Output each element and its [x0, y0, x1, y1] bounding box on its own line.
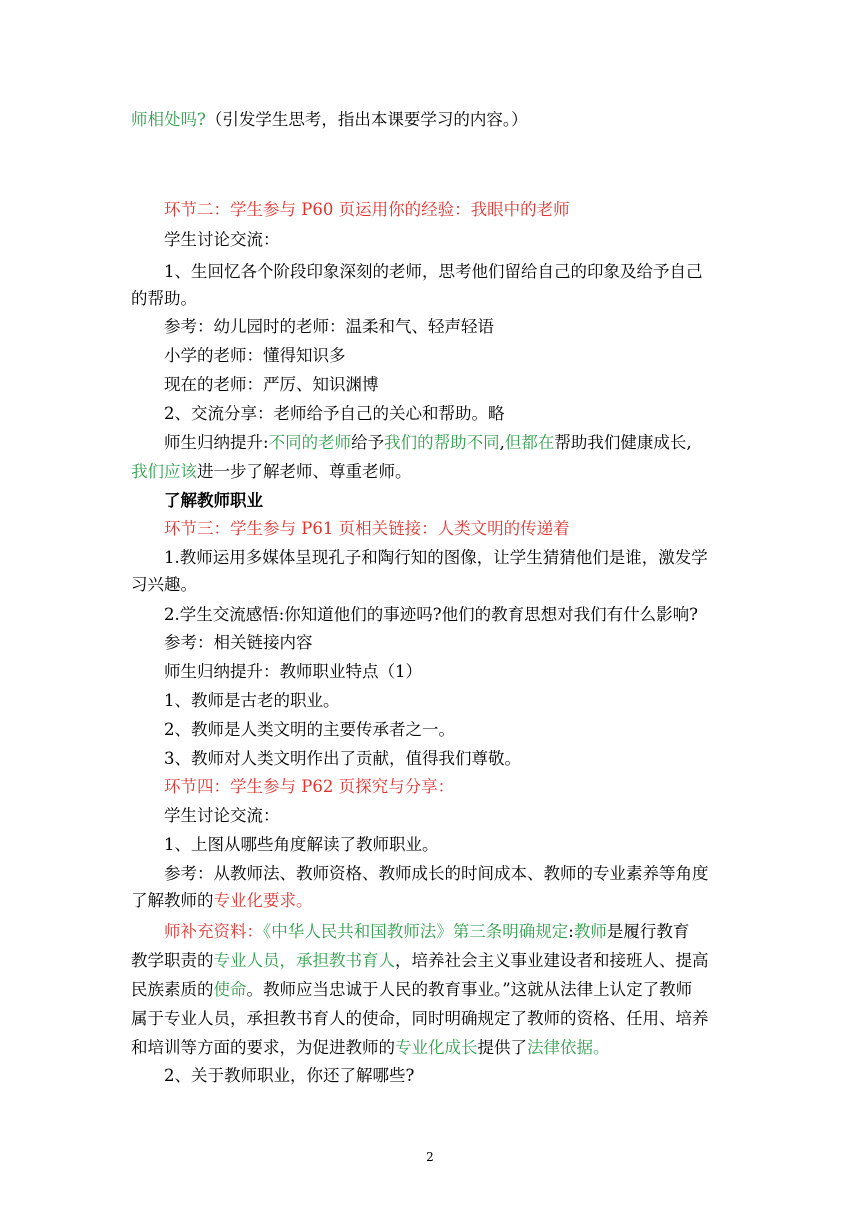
text-segment: 1、生回忆各个阶段印象深刻的老师，思考他们留给自己的印象及给予自己 — [164, 262, 703, 281]
text-segment: 进一步了解老师、尊重老师。 — [197, 462, 412, 481]
text-segment: 专业人员，承担教书育人 — [213, 951, 395, 970]
text-segment: 和培训等方面的要求，为促进教师的 — [131, 1038, 395, 1057]
text-segment: 了解教师的 — [131, 891, 214, 910]
text-segment: 参考：相关链接内容 — [164, 633, 313, 652]
text-segment: 现在的老师：严厉、知识渊博 — [164, 375, 379, 394]
text-segment: 1.教师运用多媒体呈现孔子和陶行知的图像，让学生猜猜他们是谁，激发学 — [164, 548, 708, 567]
text-line — [164, 661, 764, 683]
text-line — [164, 834, 764, 856]
text-segment: 2、教师是人类文明的主要传承者之一。 — [164, 720, 455, 739]
text-segment: 小学的老师：懂得知识多 — [164, 346, 346, 365]
text-line — [164, 690, 764, 712]
text-segment: 师生归纳提升：教师职业特点（1） — [164, 662, 422, 681]
text-line — [131, 950, 731, 972]
text-segment: 是履行教育 — [606, 922, 690, 941]
text-segment: 不同的老师 — [268, 433, 352, 452]
text-segment: 3、教师对人类文明作出了贡献，值得我们尊敬。 — [164, 749, 521, 768]
text-segment: 2、交流分享：老师给予自己的关心和帮助。略 — [164, 404, 505, 423]
text-segment: 学生讨论交流： — [164, 230, 280, 249]
text-segment: 1、上图从哪些角度解读了教师职业。 — [164, 835, 439, 854]
text-segment: 2、关于教师职业，你还了解哪些? — [164, 1066, 415, 1085]
text-segment: 法律依据。 — [527, 1038, 610, 1057]
text-segment: 专业化成长 — [395, 1038, 478, 1057]
text-segment: 2.学生交流感悟:你知道他们的事迹吗?他们的教育思想对我们有什么影响? — [164, 605, 698, 624]
text-segment: 使命 — [213, 980, 247, 999]
text-line — [164, 199, 764, 221]
text-line — [131, 288, 731, 310]
text-line — [131, 461, 731, 483]
text-line — [131, 574, 731, 596]
text-segment: 帮助我们健康成长, — [554, 433, 692, 452]
text-segment: 师相处吗? — [131, 110, 206, 129]
text-segment: 习兴趣。 — [131, 575, 197, 594]
text-segment: 。教师应当忠诚于人民的教育事业。”这就从法律上认定了教师 — [246, 980, 693, 999]
text-line — [164, 229, 764, 251]
text-line — [164, 345, 764, 367]
text-line — [164, 719, 764, 741]
text-line — [164, 1065, 764, 1087]
text-segment: 环节二：学生参与 P60 页运用你的经验：我眼中的老师 — [164, 200, 570, 219]
text-line — [164, 316, 764, 338]
text-segment: 提供了 — [477, 1038, 527, 1057]
text-segment: 1、教师是古老的职业。 — [164, 691, 340, 710]
text-segment: 《中华人民共和国教师法》第三条明确规定 — [263, 922, 569, 941]
text-line — [164, 748, 764, 770]
text-segment: 属于专业人员，承担教书育人的使命，同时明确规定了教师的资格、任用、培养 — [131, 1009, 709, 1028]
page-number: 2 — [426, 1150, 434, 1164]
text-line — [164, 403, 764, 425]
text-line — [131, 1008, 731, 1030]
text-line — [164, 490, 764, 512]
text-segment: 我们的帮助不同 — [384, 433, 500, 452]
text-line — [164, 863, 764, 885]
text-line — [164, 374, 764, 396]
text-line — [164, 604, 764, 626]
text-segment: 参考：从教师法、教师资格、教师成长的时间成本、教师的专业素养等角度 — [164, 864, 709, 883]
text-segment: ，培养社会主义事业建设者和接班人、提高 — [395, 951, 709, 970]
text-line — [131, 979, 731, 1001]
text-segment: 专业化要求。 — [213, 891, 313, 910]
text-segment: 但都在 — [504, 433, 555, 452]
text-segment: 学生讨论交流： — [164, 806, 280, 825]
text-segment: 教师 — [573, 922, 607, 941]
text-line — [131, 1037, 731, 1059]
text-segment: 参考：幼儿园时的老师：温柔和气、轻声轻语 — [164, 317, 494, 336]
text-segment: , — [499, 433, 505, 452]
text-line — [164, 518, 764, 540]
text-segment: 了解教师职业 — [164, 491, 263, 510]
text-segment: 的帮助。 — [131, 289, 197, 308]
text-line — [131, 109, 731, 131]
text-segment: 环节四：学生参与 P62 页探究与分享： — [164, 777, 455, 796]
text-line — [164, 632, 764, 654]
text-segment: 师生归纳提升: — [164, 433, 269, 452]
text-segment: 民族素质的 — [131, 980, 214, 999]
text-line — [164, 261, 764, 283]
text-segment: 我们应该 — [131, 462, 197, 481]
text-line — [164, 547, 764, 569]
text-segment: 师补充资料： — [164, 922, 263, 941]
text-segment: : — [568, 922, 574, 941]
text-line — [164, 776, 764, 798]
text-segment: （引发学生思考，指出本课要学习的内容。） — [205, 110, 528, 129]
text-segment: 环节三：学生参与 P61 页相关链接：人类文明的传递着 — [164, 519, 570, 538]
text-line — [131, 890, 731, 912]
text-segment: 教学职责的 — [131, 951, 214, 970]
text-line — [164, 921, 764, 943]
text-line — [164, 432, 764, 454]
text-line — [164, 805, 764, 827]
text-segment: 给予 — [351, 433, 385, 452]
